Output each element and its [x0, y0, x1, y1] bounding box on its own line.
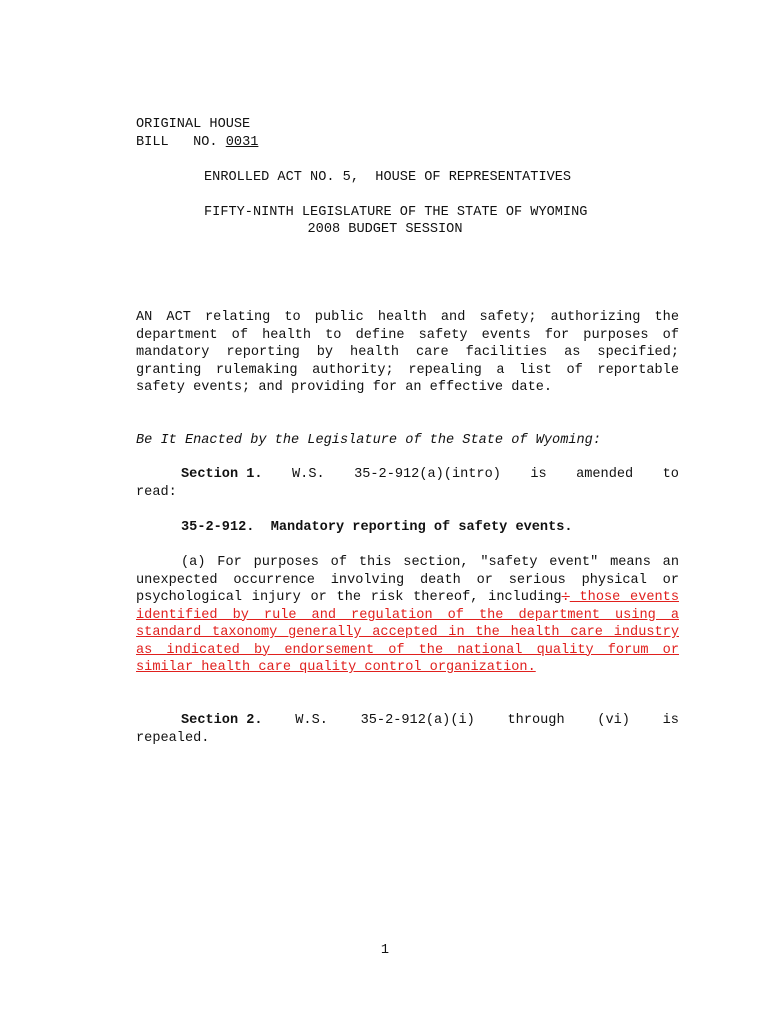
section-2-word: 35-2-912(a)(i) — [360, 713, 475, 728]
section-2-label: Section 2. — [181, 713, 263, 728]
section-1-word: amended — [576, 467, 634, 482]
statute-heading: 35-2-912. Mandatory reporting of safety events. — [181, 520, 573, 535]
subsection-a-paragraph — [136, 554, 679, 677]
bill-label: BILL NO. — [136, 135, 218, 150]
section-1-word: is — [530, 467, 547, 482]
subsection-a-text: (a) For purposes of this section, "safety event" means an unexpected occurrence involving death or serious physical or psychological injury or the risk thereof, including — [136, 555, 679, 605]
section-2-continuation: repealed. — [136, 731, 210, 746]
original-house-label: ORIGINAL HOUSE — [136, 117, 251, 132]
act-title-paragraph: AN ACT relating to public health and safety; authorizing the department of health to define safety events for purposes of mandatory reporting by health care facilities as specified; granting rulemaking authority; repealing a list of reportable safety events; and providing for an effective date. — [136, 310, 679, 395]
bill-number: 0031 — [225, 135, 259, 150]
section-2-word: (vi) — [597, 713, 630, 728]
session-line: 2008 BUDGET SESSION — [307, 222, 463, 237]
section-1-word: W.S. — [292, 467, 325, 482]
struck-text: : — [561, 590, 570, 605]
enrolled-act-line: ENROLLED ACT NO. 5, HOUSE OF REPRESENTATIVES — [204, 170, 572, 185]
section-2-word: through — [507, 713, 565, 728]
section-2-line — [136, 712, 679, 730]
section-1-line — [136, 466, 679, 484]
section-1-word: to — [662, 467, 679, 482]
legislature-line: FIFTY-NINTH LEGISLATURE OF THE STATE OF WYOMING — [204, 205, 588, 220]
inserted-text: those events identified by rule and regulation of the department using a standard taxonomy generally accepted in the health care industry as indicated by endorsement of the national quality forum or similar health care quality control organization. — [136, 590, 679, 675]
section-1-continuation: read: — [136, 485, 177, 500]
section-1-label: Section 1. — [181, 467, 263, 482]
section-2-word: W.S. — [295, 713, 328, 728]
section-2-word: is — [662, 713, 679, 728]
section-1-word: 35-2-912(a)(intro) — [354, 467, 501, 482]
page-number: 1 — [380, 943, 390, 958]
bill-number-line — [136, 134, 258, 152]
enacting-clause: Be It Enacted by the Legislature of the State of Wyoming: — [136, 433, 601, 448]
